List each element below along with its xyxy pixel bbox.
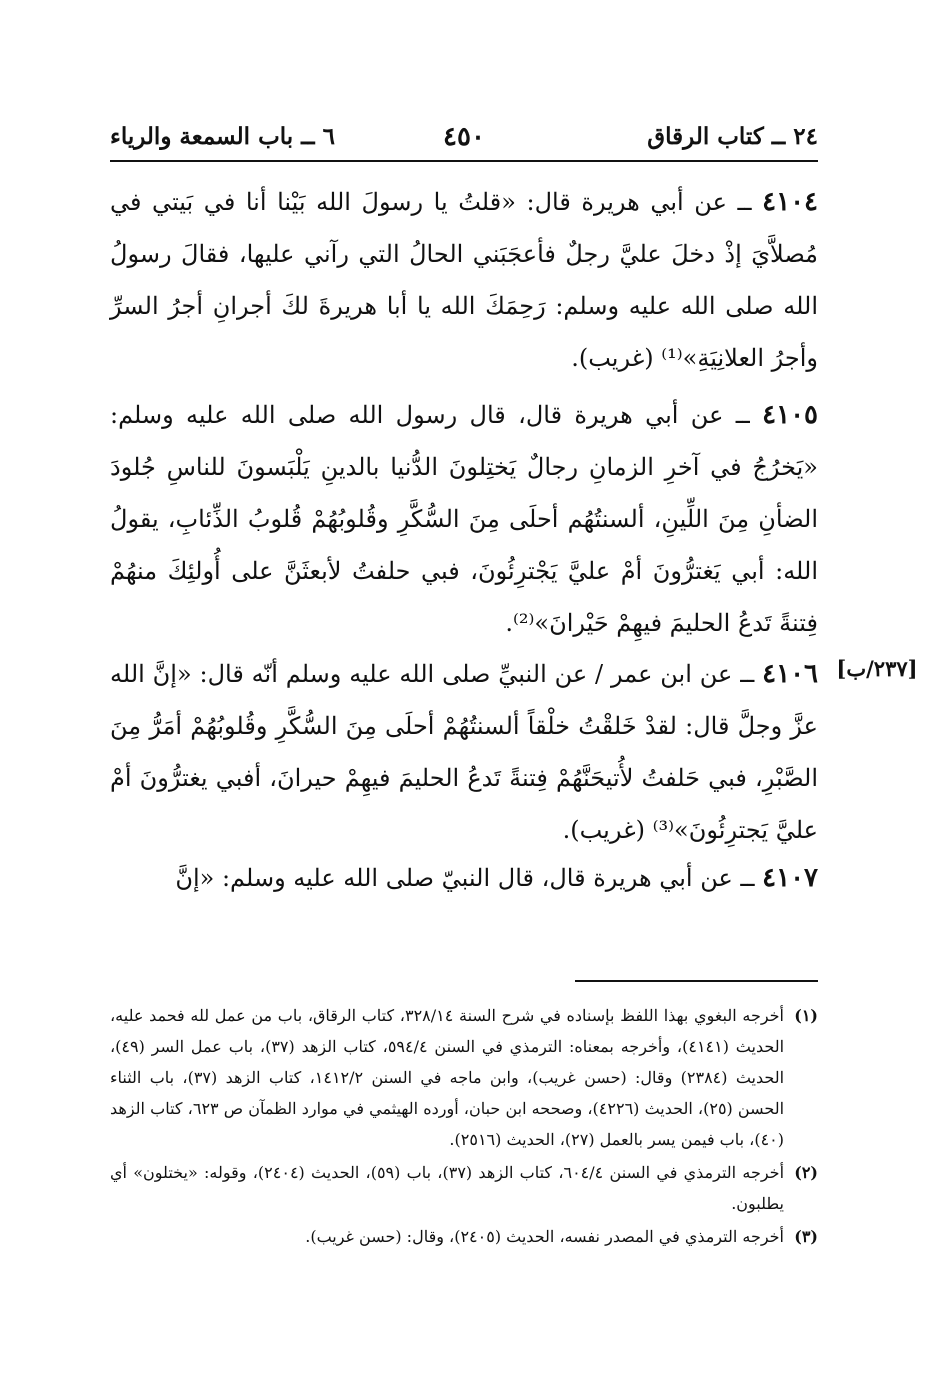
footnote-number: (١) (794, 1006, 818, 1025)
footnote-text: أخرجه الترمذي في السنن ٦٠٤/٤، كتاب الزهد (٣٧)، باب (٥٩)، الحديث (٢٤٠٤)، وقوله: «يختلون» أي يطلبون. (110, 1163, 785, 1213)
running-header (110, 118, 818, 162)
footnote-text: أخرجه الترمذي في المصدر نفسه، الحديث (٢٤٠٥)، وقال: (حسن غريب). (305, 1227, 784, 1246)
hadith-number: ٤١٠٧ (762, 863, 818, 893)
footnotes (110, 1000, 818, 1254)
footnote-divider (575, 980, 818, 982)
footnote-number: (٣) (794, 1227, 818, 1246)
header-divider (110, 160, 818, 162)
footnote-3 (110, 1221, 818, 1252)
page-number: ٤٥٠ (443, 122, 485, 152)
hadith-number: ٤١٠٤ (762, 187, 818, 217)
hadith-text: ــ عن ابن عمر / عن النبيِّ صلى الله عليه وسلم أنّه قال: «إنَّ الله عزَّ وجلَّ قال: لقدْ خَلقْتُ خلْقاً ألسنتُهُمْ أحلَى مِنَ السُّكَّرِ وقُلوبُهُمْ أمَرُّ مِنَ الصَّبْرِ، فبي حَلفتُ لأُتيحَنَّهُمْ فِتنةً تَدعُ الحليمَ فيهِمْ حيرانَ، أفبي يغترُّونَ أمْ عليَّ يَجترِئُونَ»⁽³⁾ (غريب). (110, 660, 819, 844)
hadith-4105 (110, 389, 818, 649)
hadith-text: ــ عن أبي هريرة قال: «قلتُ يا رسولَ الله بَيْنا أنا في بَيتي في مُصلاَّيَ إذْ دخلَ عليَّ رجلٌ فأعجَبَني الحالُ التي رآني عليها، فقالَ رسولُ الله صلى الله عليه وسلم: رَحِمَكَ الله يا أبا هريرةَ لكَ أجرانِ أجرُ السرِّ وأجرُ العلانِيَةِ»⁽¹⁾ (غريب). (110, 188, 818, 372)
manuscript-folio-marker: [٢٣٧/ب] (836, 656, 918, 681)
hadith-text: ــ عن أبي هريرة قال، قال رسول الله صلى الله عليه وسلم: «يَخرُجُ في آخرِ الزمانِ رجالٌ يَختِلونَ الدُّنيا بالدينِ يَلْبَسونَ للناسِ جُلودَ الضأنِ مِنَ اللِّينِ، ألسنتُهُم أحلَى مِنَ السُّكَّرِ وقُلوبُهُمْ قُلوبُ الذِّئابِ، يقولُ الله: أبي يَغترُّونَ أمْ عليَّ يَجْترِئُونَ، فبي حلفتُ لأبعثَنَّ على أُولئِكَ منهُمْ فِتنةً تَدعُ الحليمَ فيهِمْ حَيْرانَ»⁽²⁾. (110, 401, 818, 637)
footnote-number: (٢) (794, 1163, 818, 1182)
footnote-text: أخرجه البغوي بهذا اللفظ بإسناده في شرح السنة ٣٢٨/١٤، كتاب الرقاق، باب من عمل لله فحمد عليه، الحديث (٤١٤١)، وأخرجه بمعناه: الترمذي في السنن ٥٩٤/٤، كتاب الزهد (٣٧)، باب عمل السر (٤٩)، الحديث (٢٣٨٤) وقال: (حسن غريب)، وابن ماجه في السنن ١٤١٢/٢، كتاب الزهد (٣٧)، باب الثناء الحسن (٢٥)، الحديث (٤٢٢٦)، وصححه ابن حبان، أورده الهيثمي في موارد الظمآن ص ٦٢٣، كتاب الزهد (٤٠)، باب فيمن يسر بالعمل (٢٧)، الحديث (٢٥١٦). (110, 1006, 785, 1149)
hadith-text: ــ عن أبي هريرة قال، قال النبيّ صلى الله عليه وسلم: «إنَّ (175, 864, 755, 892)
hadith-number: ٤١٠٥ (762, 400, 818, 430)
hadith-4107 (110, 852, 818, 904)
footnote-1 (110, 1000, 818, 1155)
book-chapter-title: ٢٤ ــ كتاب الرقاق (647, 123, 818, 150)
hadith-4106 (110, 648, 818, 856)
hadith-4104 (110, 176, 818, 384)
hadith-number: ٤١٠٦ (762, 659, 818, 689)
footnote-2 (110, 1157, 818, 1219)
section-title: ٦ ــ باب السمعة والرياء (110, 123, 335, 150)
